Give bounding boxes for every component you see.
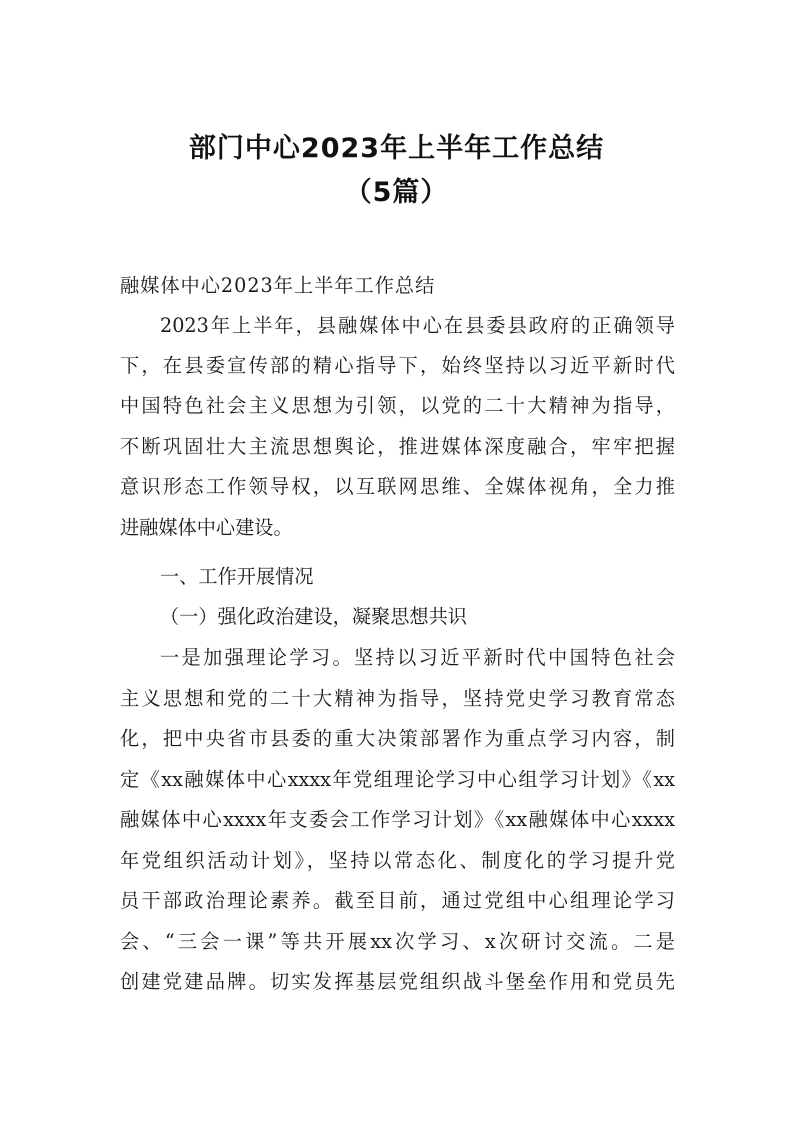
paragraph-line: 会、“三会一课”等共开展xx次学习、x次研讨交流。二是: [120, 930, 675, 953]
subsection-heading: （一）强化政治建设，凝聚思想共识: [160, 605, 467, 628]
paragraph-line: 一是加强理论学习。坚持以习近平新时代中国特色社会: [160, 646, 675, 669]
paragraph-line: 化，把中央省市县委的重大决策部署作为重点学习内容，制: [120, 727, 675, 750]
paragraph-line: 2023年上半年，县融媒体中心在县委县政府的正确领导: [160, 314, 675, 337]
paragraph-line: 定《xx融媒体中心xxxx年党组理论学习中心组学习计划》《xx: [120, 768, 675, 791]
section-heading: 一、工作开展情况: [160, 565, 314, 588]
section-subtitle: 融媒体中心2023年上半年工作总结: [120, 274, 436, 297]
document-title: 部门中心2023年上半年工作总结: [188, 133, 605, 164]
paragraph-line: 年党组织活动计划》，坚持以常态化、制度化的学习提升党: [120, 849, 675, 872]
paragraph-line: 融媒体中心xxxx年支委会工作学习计划》《xx融媒体中心xxxx: [120, 808, 675, 831]
paragraph-line: 意识形态工作领导权，以互联网思维、全媒体视角，全力推: [120, 475, 675, 498]
paragraph-line: 中国特色社会主义思想为引领，以党的二十大精神为指导，: [120, 394, 675, 417]
paragraph-line: 主义思想和党的二十大精神为指导，坚持党史学习教育常态: [120, 687, 675, 710]
paragraph-line: 下，在县委宣传部的精心指导下，始终坚持以习近平新时代: [120, 354, 675, 377]
paragraph-line: 员干部政治理论素养。截至目前，通过党组中心组理论学习: [120, 889, 675, 912]
paragraph-line: 不断巩固壮大主流思想舆论，推进媒体深度融合，牢牢把握: [120, 435, 675, 458]
paragraph-line: 进融媒体中心建设。: [120, 516, 293, 539]
paragraph-line: 创建党建品牌。切实发挥基层党组织战斗堡垒作用和党员先: [120, 970, 675, 993]
document-title-count: （5篇）: [344, 177, 449, 208]
